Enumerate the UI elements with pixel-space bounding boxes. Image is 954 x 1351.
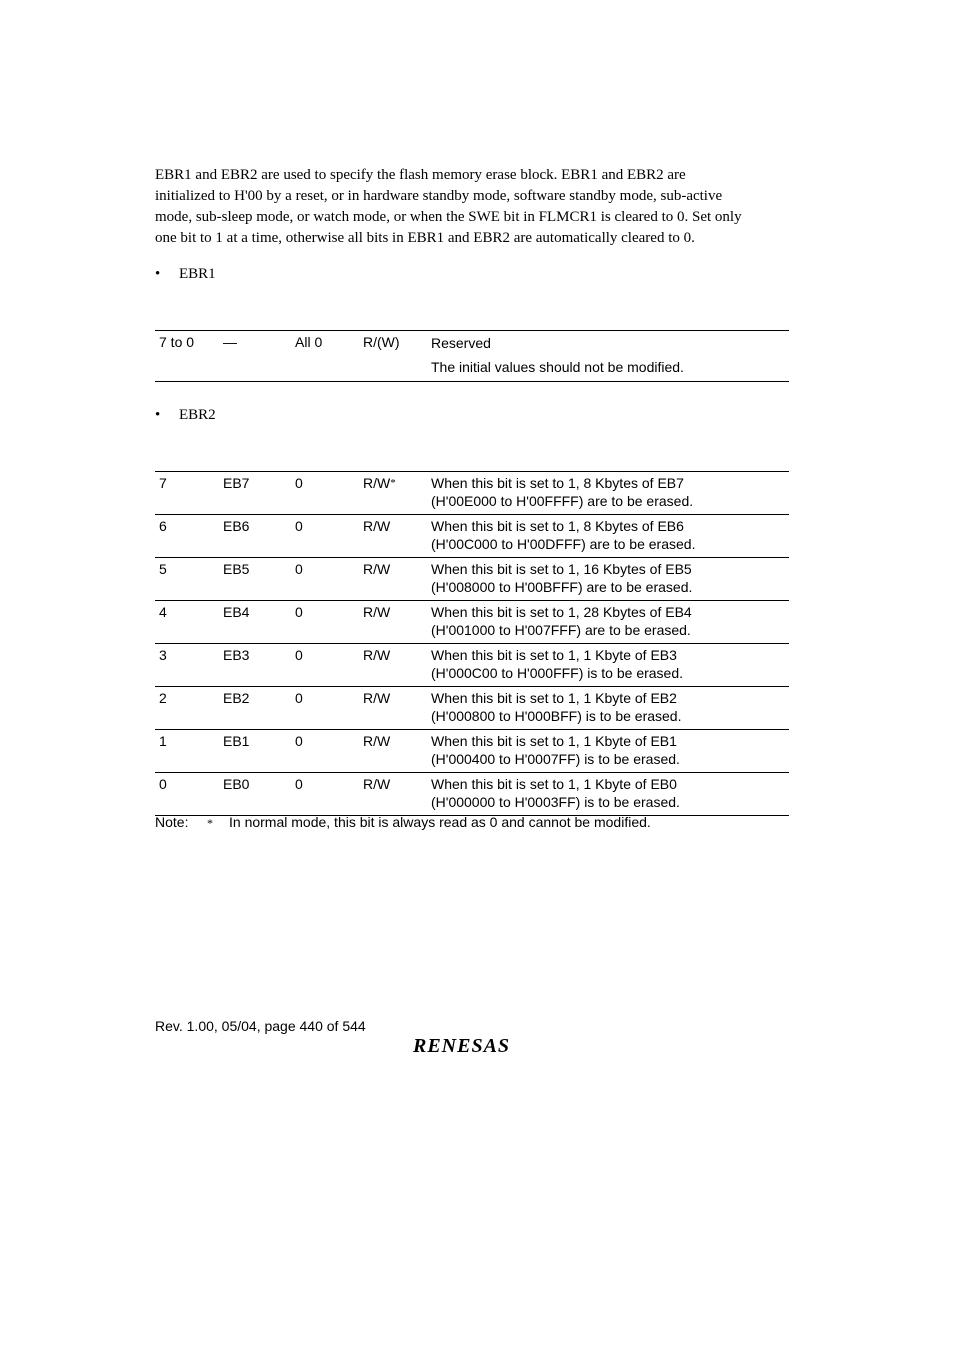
rw-cell: R/(W) (363, 334, 400, 350)
initial-value-cell: 0 (295, 776, 303, 792)
rw-text: R/W (363, 475, 391, 491)
bit-cell: 0 (159, 776, 167, 792)
ebr2-heading (155, 407, 216, 424)
bit-name-cell: — (223, 334, 237, 350)
bit-cell: 5 (155, 558, 219, 601)
rw-cell (359, 773, 427, 816)
description-line: (H'001000 to H'007FFF) are to be erased. (431, 621, 691, 638)
renesas-logo-text: RENESAS (413, 1035, 511, 1057)
table-row (155, 773, 789, 816)
table-row (155, 515, 789, 558)
table-row (155, 331, 789, 382)
description-cell (427, 558, 789, 601)
description-cell (427, 730, 789, 773)
table-row (155, 558, 789, 601)
intro-line: initialized to H'00 by a reset, or in hardware standby mode, software standby mode, sub-active (155, 188, 723, 204)
bit-name-cell: EB2 (219, 687, 291, 730)
initial-value-cell: All 0 (295, 334, 323, 350)
description-line: (H'000800 to H'000BFF) is to be erased. (431, 707, 682, 724)
description-line: When this bit is set to 1, 8 Kbytes of EB7 (431, 475, 684, 491)
rw-text: R/W (363, 690, 391, 706)
description-cell (427, 331, 789, 382)
description-line: (H'000400 to H'0007FF) is to be erased. (431, 750, 680, 767)
bullet-icon: • (155, 407, 161, 423)
initial-value-cell: 0 (291, 730, 359, 773)
ebr2-table (155, 471, 789, 816)
bullet-icon: • (155, 266, 161, 282)
rw-cell (359, 515, 427, 558)
bit-name-cell: EB7 (219, 472, 291, 515)
description-line: (H'00E000 to H'00FFFF) are to be erased. (431, 492, 694, 509)
description-line: When this bit is set to 1, 1 Kbyte of EB1 (431, 733, 677, 749)
bit-cell: 3 (155, 644, 219, 687)
table-row (155, 644, 789, 687)
rw-text: R/W (363, 647, 391, 663)
description-cell (427, 773, 789, 816)
initial-value-cell: 0 (291, 472, 359, 515)
page-footer-info: Rev. 1.00, 05/04, page 440 of 544 (155, 1018, 366, 1034)
bit-name-cell: EB4 (219, 601, 291, 644)
intro-line: EBR1 and EBR2 are used to specify the flash memory erase block. EBR1 and EBR2 are (155, 167, 686, 183)
description-cell (427, 687, 789, 730)
description-cell (427, 601, 789, 644)
rw-cell (359, 730, 427, 773)
description-line: (H'00C000 to H'00DFFF) are to be erased. (431, 535, 696, 552)
ebr2-label: EBR2 (179, 407, 216, 423)
renesas-logo (413, 1035, 535, 1057)
description-cell (427, 644, 789, 687)
ebr1-heading (155, 266, 216, 283)
intro-line: mode, sub-sleep mode, or watch mode, or when the SWE bit in FLMCR1 is cleared to 0. Set only (155, 209, 742, 225)
initial-value-cell: 0 (291, 558, 359, 601)
description-cell (427, 515, 789, 558)
table-row (155, 687, 789, 730)
description-line: (H'000C00 to H'000FFF) is to be erased. (431, 664, 684, 681)
description-line: The initial values should not be modified. (431, 359, 684, 375)
initial-value-cell: 0 (291, 601, 359, 644)
description-line: (H'008000 to H'00BFFF) are to be erased. (431, 578, 693, 595)
ebr1-table (155, 330, 789, 382)
table-row (155, 472, 789, 515)
description-line: When this bit is set to 1, 16 Kbytes of EB5 (431, 561, 692, 577)
rw-cell (359, 687, 427, 730)
initial-value-cell: 0 (291, 687, 359, 730)
rw-cell (359, 558, 427, 601)
bit-cell: 6 (155, 515, 219, 558)
description-line: When this bit is set to 1, 8 Kbytes of EB6 (431, 518, 684, 534)
rw-cell (359, 472, 427, 515)
bit-name-cell: EB3 (219, 644, 291, 687)
note-text: In normal mode, this bit is always read as 0 and cannot be modified. (229, 814, 651, 830)
rw-text: R/W (363, 561, 391, 577)
footnote-asterisk: * (390, 477, 396, 489)
intro-line: one bit to 1 at a time, otherwise all bits in EBR1 and EBR2 are automatically cleared to 0. (155, 230, 695, 246)
description-line: When this bit is set to 1, 1 Kbyte of EB0 (431, 776, 677, 792)
rw-text: R/W (363, 518, 391, 534)
bit-cell: 4 (155, 601, 219, 644)
intro-paragraph (155, 165, 795, 249)
rw-cell (359, 644, 427, 687)
bit-cell: 7 (155, 472, 219, 515)
initial-value-cell: 0 (291, 644, 359, 687)
bit-name-cell: EB5 (219, 558, 291, 601)
ebr2-table-body (155, 472, 789, 816)
note-asterisk: * (207, 816, 213, 830)
bit-name-cell: EB1 (219, 730, 291, 773)
initial-value-cell: 0 (291, 515, 359, 558)
rw-text: R/W (363, 604, 391, 620)
bit-cell: 7 to 0 (159, 334, 195, 350)
ebr1-label: EBR1 (179, 266, 216, 282)
description-cell (427, 472, 789, 515)
description-line: (H'000000 to H'0003FF) is to be erased. (431, 793, 680, 810)
rw-cell (359, 601, 427, 644)
description-line: When this bit is set to 1, 28 Kbytes of EB4 (431, 604, 692, 620)
bit-name-cell: EB0 (223, 776, 250, 792)
description-line: Reserved (431, 335, 491, 351)
description-line: When this bit is set to 1, 1 Kbyte of EB3 (431, 647, 677, 663)
table-row (155, 601, 789, 644)
rw-text: R/W (363, 733, 391, 749)
bit-cell: 2 (155, 687, 219, 730)
note (155, 814, 651, 831)
bit-cell: 1 (155, 730, 219, 773)
table-row (155, 730, 789, 773)
rw-text: R/W (363, 776, 391, 792)
bit-name-cell: EB6 (219, 515, 291, 558)
description-line: When this bit is set to 1, 1 Kbyte of EB2 (431, 690, 677, 706)
note-label: Note: (155, 814, 189, 830)
